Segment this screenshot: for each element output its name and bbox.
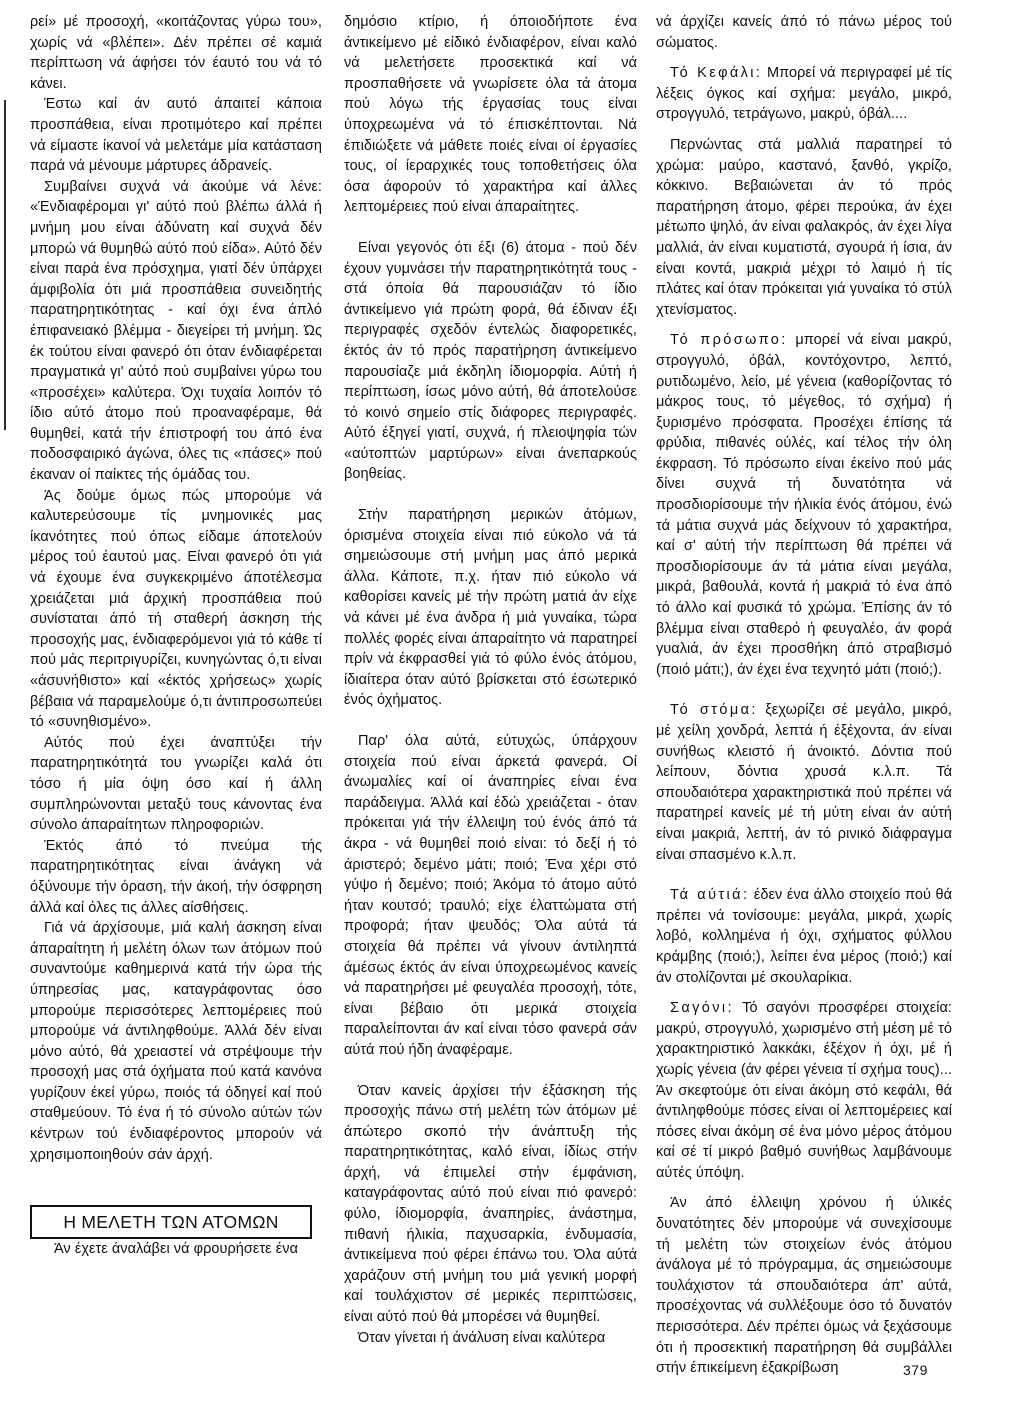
paragraph: Συμβαίνει συχνά νά άκούμε νά λένε: «Ένδιαφέρομαι γι' αύτό πού βλέπω άλλά ή μνήμη μου είναι άδύνατη καί συχνά δέν μπορώ νά θυμηθώ αύτό πού είδα». Αύτό δέν είναι παρά ένα πρόσχημα, γιατί δέν ύπάρχει άμφιβολία ότι μιά προσπάθεια συνειδητής παρατηρητικότητας - καί όχι ένα άπλό έπιφανειακό βλέμμα - διεγείρει τή μνήμη. Ώς έκ τούτου είναι φανερό ότι όταν ένδιαφέρεται πραγματικά γι' αύτό πού συμβαίνει γύρω του «προσέχει» καλύτερα. Όχι τυχαία λοιπόν τό ίδιο αύτό άτομο πού προαναφέραμε, θά θυμηθεί, κατά τήν έπιστροφή του άπό ένα ποδοσφαιρικό άγώνα, όλες τις «πάσες» πού έκαναν οί παίκτες τής όμάδας του. <box>30 178 322 484</box>
column-1 <box>30 12 322 1260</box>
paragraph <box>656 700 952 865</box>
paragraph: Στήν παρατήρηση μερικών άτόμων, όρισμένα στοιχεία είναι πιό εύκολο νά τά σημειώσουμε στή μνήμη μας άπό μερικά άλλα. Κάποτε, π.χ. ήταν πιό εύκολο νά καθορίσει κανείς μέ τήν πρώτη ματιά άν είχε νά κάνει μέ ένα άνδρα ή μιά γυναίκα, τώρα πολλές φορές είναι άπαραίτητο νά παρατηρεί πρίν νά έκφρασθεί γιά τό φύλο ένός άτόμου, ίδιαίτερα όταν αύτό βρίσκεται στό έσωτερικό ένός όχήματος. <box>344 507 637 709</box>
term-label: Τά αύτιά: <box>670 887 750 904</box>
term-text: μπορεί νά είναι μακρύ, στρογγυλό, όβάλ, κοντόχοντρο, λεπτό, ρυτιδωμένο, λείο, μέ γένεια (καθορίζοντας τό μάκρος τους, τό μέγεθος, τό σχήμα) ή ξυρισμένο πρόσφατα. Προσέχει έπίσης τά φρύδια, πιθανές ούλές, καί τέλος τήν όλη έκφραση. Τό πρόσωπο είναι έκείνο πού μάς δίνει συχνά τή δυνατότητα νά προσδιορίσουμε τήν ήλικία ένός άτόμου, ένώ τά μάτια συχνά μάς δείχνουν τό χαρακτήρα, καί σ' αύτή τήν περίπτωση θά πρέπει νά προσδιορίσουμε άν τά μάτια είναι μεγάλα, μικρά, βαθουλά, κοντά ή μακριά τό ένα άπό τό άλλο καί φυσικά τό χρώμα. Έπίσης άν τό βλέμμα είναι σταθερό ή φευγαλέο, άν φορά γυαλιά, άν έχει προσθήκη άπό στραβισμό (ποιό μάτι;), άν έχει ένα τεχνητό μάτι (ποιό;). <box>656 332 952 678</box>
paragraph: Άν άπό έλλειψη χρόνου ή ύλικές δυνατότητες δέν μπορούμε νά συνεχίσουμε τή μελέτη τών στοιχείων ένός άτόμου άνάλογα μέ τό πρόγραμμα, άς σημειώσουμε τουλάχιστον τά σπουδαιότερα άπ' αύτά, προσέχοντας νά συλλέξουμε όσο τό δυνατόν περισσότερα. Δέν πρέπει όμως νά ξεχάσουμε ότι ή προσεκτική παρατήρηση θά συμβάλλει στήν έπικείμενη έξακρίβωση <box>656 1195 952 1377</box>
paragraph: δημόσιο κτίριο, ή όποιοδήποτε ένα άντικείμενο μέ είδικό ένδιαφέρον, είναι καλό νά μελετήσετε προσεκτικά καί νά προσπαθήσετε νά γνωρίσετε όλα τά άτομα πού λόγω τής έργασίας τους είναι ύποχρεωμένα νά τό έπισκέπτονται. Νά έπιδιώξετε νά μάθετε ποιές είναι οί έργασίες τους, οί ίεραρχικές τους τοποθετήσεις όλα όσα άφορούν τό χαρακτήρα καί άλλες λεπτομέρειες πού είναι άπαραίτητες. <box>344 14 637 216</box>
term-label: Τό Κεφάλι: <box>670 65 763 82</box>
paragraph: νά άρχίζει κανείς άπό τό πάνω μέρος τού σώματος. <box>656 14 952 51</box>
term-text: Τό σαγόνι προσφέρει στοιχεία: μακρύ, στρογγυλό, χωρισμένο στή μέση μέ τό χαρακτηριστικό λακκάκι, έξέχον ή όχι, μέ ή χωρίς γένεια (άν φέρει γένεια τί σχήμα τους)... Άν σκεφτούμε ότι είναι άκόμη στό κεφάλι, θά άντιληφθούμε πόσες είναι οί λεπτομέρειες καί πόσες είναι άκόμη σέ ένα μόνο μέρος άτόμου καί σέ τί μικρό βαθμό συνήθως λαμβάνουμε αύτές ύπόψη. <box>656 1000 952 1181</box>
term-text: έδεν ένα άλλο στοιχείο πού θά πρέπει νά τονίσουμε: μεγάλα, μικρά, χωρίς λοβό, κολλημένα ή όχι, σχήματος φύλλου κράμβης (ποιό;), λείπει ένα μέρος (ποιό;) καί άν στολίζονται μέ σκουλαρίκια. <box>656 887 952 986</box>
paragraph: ρεί» μέ προσοχή, «κοιτάζοντας γύρω του», χωρίς νά «βλέπει». Δέν πρέπει σέ καμιά περίπτωση νά άφήσει τόν έαυτό του νά τό κάνει. <box>30 14 322 92</box>
column-3 <box>656 12 952 1379</box>
paragraph-gap <box>656 988 952 998</box>
paragraph-gap <box>656 1183 952 1193</box>
paragraph: Παρ' όλα αύτά, εύτυχώς, ύπάρχουν στοιχεία πού είναι άρκετά φανερά. Οί άνωμαλίες καί οί άναπηρίες είναι ένα παράδειγμα. Άλλά καί έδώ χρειάζεται - όταν πρόκειται γιά τήν έλλειψη τού ένός άπό τά άκρα - νά θυμηθεί ποιό είναι: τό δεξί ή τό άριστερό; δεμένο μάτι; ποιό; Ένα χέρι στό γύψο ή δεμένο; ποιό; Άκόμα τό άτομο αύτό ήταν κουτσό; τραυλό; είχε έλαττώματα στή προφορά; ήταν ψευδός; Όλα αύτά τά στοιχεία θά πρέπει νά γίνουν άντιληπτά άμέσως έκτός άν είναι ύποχρεωμένος κανείς νά παρατηρήσει μέ φευγαλέα προσοχή, τότε, είναι βέβαιο ότι μερικά στοιχεία παραλείπονται άν καί είναι τόσο φανερά σάν αύτά πού ήδη άναφέραμε. <box>344 733 637 1058</box>
paragraph <box>656 885 952 988</box>
paragraph-gap <box>656 680 952 700</box>
paragraph <box>656 63 952 125</box>
paragraph-gap <box>656 865 952 885</box>
section-heading-text: Η ΜΕΛΕΤΗ ΤΩΝ ΑΤΟΜΩΝ <box>63 1211 279 1232</box>
paragraph-gap <box>344 1061 637 1081</box>
paragraph <box>656 998 952 1183</box>
paragraph-gap <box>656 125 952 135</box>
paragraph-gap <box>344 711 637 731</box>
paragraph: Περνώντας στά μαλλιά παρατηρεί τό χρώμα: μαύρο, καστανό, ξανθό, γκρίζο, κόκκινο. Βεβαιώνεται άν τό πρός παρατήρηση άτομο, φέρει περούκα, άν έχει μέτωπο ψηλό, άν είναι φαλακρός, άν έχει λίγα μαλλιά, άν είναι κυματιστά, σγουρά ή ίσια, άν είναι κοντά, μακριά μέχρι τό λαιμό ή τίς πλάτες καί όταν πρόκειται γιά γυναίκα τό στύλ χτενίσματος. <box>656 136 952 318</box>
paragraph-gap <box>344 485 637 505</box>
page-number: 379 <box>903 1362 928 1378</box>
column-2 <box>344 12 637 1348</box>
paragraph: Είναι γεγονός ότι έξι (6) άτομα - πού δέν έχουν γυμνάσει τήν παρατηρητικότητά τους - στά όποία θά παρουσιάζαν τό ίδιο άντικείμενο γιά πρώτη φορά, θά έδιναν έξι περιγραφές σχεδόν έντελώς διαφορετικές, έκτός άν τό πρός παρατήρηση άντικείμενο παρουσίαζε μιά έκδηλη ίδιομορφία. Αύτή ή περίπτωση, ίσως μόνο αύτή, θά άποτελούσε τό κοινό σημείο στίς διάφορες περιγραφές. Αύτό έξηγεί γιατί, συχνά, ή πλειοψηφία τών «αύτοπτών μαρτύρων» είναι άνεπαρκούς βοηθείας. <box>344 239 637 483</box>
term-label: Σαγόνι: <box>670 1000 734 1017</box>
paragraph: Έστω καί άν αυτό άπαιτεί κάποια προσπάθεια, είναι προτιμότερο καί πρέπει νά είμαστε ίκανοί νά μελετάμε μία κατάσταση παρά νά μένουμε μάρτυρες άδρανείς. <box>30 96 322 175</box>
section-heading <box>30 1205 312 1239</box>
paragraph: Έκτός άπό τό πνεύμα τής παρατηρητικότητας είναι άνάγκη νά όξύνουμε τήν όραση, τήν άκοή, τήν όσφρηση άλλά καί όλες τις άλλες αίσθήσεις. <box>30 837 322 916</box>
term-label: Τό πρόσωπο: <box>670 332 788 349</box>
paragraph-gap <box>344 218 637 238</box>
term-text: ξεχωρίζει σέ μεγάλο, μικρό, μέ χείλη χονδρά, λεπτά ή έξέχοντα, άν είναι συνήθως κλειστό ή άνοικτό. Δόντια πού λείπουν, δόντια χρυσά κ.λ.π. Τά σπουδαιότερα χαρακτηριστικά πού πρέπει νά παρατηρεί κανείς μέ τή μύτη είναι άν αύτή είναι μακριά, λεπτή, άν τό ρινικό διάφραγμα είναι σπασμένο κ.λ.π. <box>656 702 952 863</box>
paragraph-gap <box>656 53 952 63</box>
paragraph: Άς δούμε όμως πώς μπορούμε νά καλυτερεύσουμε τίς μνημονικές μας ίκανότητες πού όπως είδαμε άποτελούν μέρος τού έαυτού μας. Είναι φανερό ότι γιά νά έχουμε ένα συγκεκριμένο άποτέλεσμα χρειάζεται μιά άρχική προσπάθεια πού συνίσταται άπό τή σταθερή άσκηση τής προσοχής μας, ένδιαφερόμενοι γιά τό κάθε τί πού μάς περιτριγυρίζει, κυνηγώντας ό,τι είναι «άσυνήθιστο» καί «έκτός χρήσεως» χωρίς βέβαια νά παραμελούμε ό,τι άντιπροσωπεύει τό «συνηθισμένο». <box>30 487 322 731</box>
paragraph <box>656 330 952 680</box>
term-text: Μπορεί νά περιγραφεί μέ τίς λέξεις όγκος καί σχήμα: μεγάλο, μικρό, στρογγυλό, τετράγωνο, μακρύ, όβάλ.... <box>656 65 953 123</box>
paragraph-gap <box>656 320 952 330</box>
paragraph: Όταν γίνεται ή άνάλυση είναι καλύτερα <box>358 1329 606 1346</box>
term-label: Τό στόμα: <box>670 702 758 719</box>
paragraph: Αύτός πού έχει άναπτύξει τήν παρατηρητικότητά του γνωρίζει καλά ότι τόσο ή μία όψη όσο καί ή άλλη συμπληρώνονται μεταξύ τους κάνοντας ένα σύνολο άπαραίτητων πληροφοριών. <box>30 734 322 834</box>
paragraph: Γιά νά άρχίσουμε, μιά καλή άσκηση είναι άπαραίτητη ή μελέτη όλων των άτόμων πού συναντούμε καθημερινά κατά τήν ώρα τής ύπηρεσίας μας, καταγράφοντας όσο μπορούμε περισσότερες λεπτομέρειες πού μπορούμε νά άντιληφθούμε. Άλλά δέν είναι μόνο αύτό, θά χρειαστεί νά στρέψουμε τήν προσοχή μας στά όχήματα πού κατά κανόνα γυρίζουν έκεί γύρω, ποιός τά όδηγεί καί πού σταθμεύουν. Τό ένα ή τό σύνολο αύτών τών κέντρων τού ένδιαφέροντος μπορούν νά χρησιμοποιηθούν σάν άρχή. <box>30 920 322 1163</box>
paragraph: Όταν κανείς άρχίσει τήν έξάσκηση τής προσοχής πάνω στή μελέτη τών άτόμων μέ άπώτερο σκοπό τήν άνάπτυξη τής παρατηρητικότητας, καλό είναι, ίδίως στήν άρχή, νά έπιμελεί στήν έμφάνιση, καταγράφοντας αύτό πού είναι πιό φανερό: φύλο, ίδιομορφία, άναπηρίες, άνάστημα, πιθανή ήλικία, παχυσαρκία, ένδυμασία, άντικείμενα πού φέρει έπάνω του. Όλα αύτά χαράζουν στή μνήμη του μιά γενική μορφή καί τουλάχιστον σέ μερικές περιπτώσεις, είναι αύτό πού θά μπορέσει νά θυμηθεί. <box>344 1082 637 1326</box>
margin-mark <box>4 100 6 430</box>
paragraph: Άν έχετε άναλάβει νά φρουρήσετε ένα <box>53 1241 299 1258</box>
